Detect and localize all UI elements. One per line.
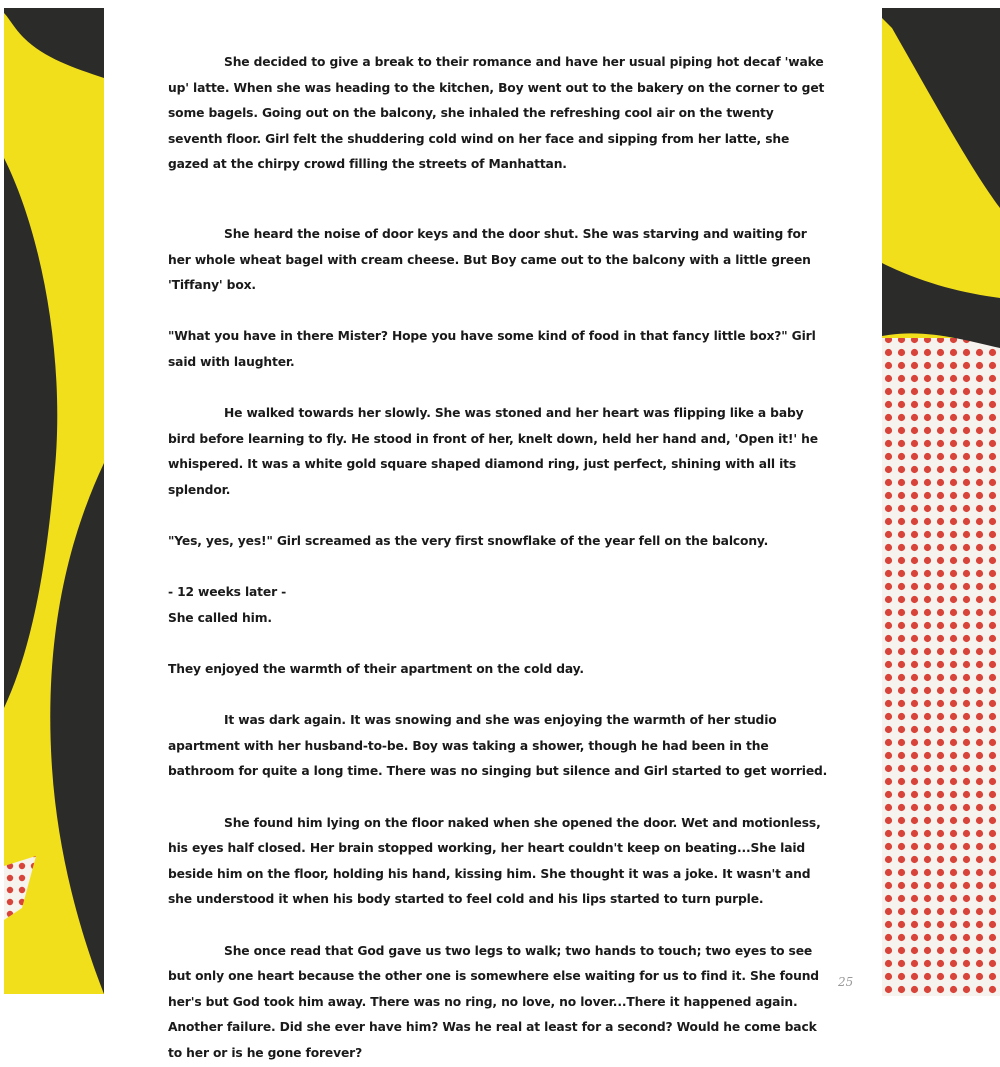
paragraph: She decided to give a break to their romance and have her usual piping hot decaf 'wake up' latte. When she was heading to the kitchen, Boy went out to the bakery on the corner to get some bagels. Going out on the balcony, she inhaled the refreshing cool air on the twenty seventh floor. Girl felt the shuddering cold wind on her face and sipping from her latte, she gazed at the chirpy crowd filling the streets of Manhattan.	[168, 55, 825, 172]
paragraph: "Yes, yes, yes!" Girl screamed as the very first snowflake of the year fell on the balcony.	[168, 534, 769, 549]
story-text	[168, 50, 828, 1067]
paragraph: She called him.	[168, 610, 272, 625]
right-artwork-panel	[882, 8, 1000, 996]
paragraph: It was dark again. It was snowing and she was enjoying the warmth of her studio apartment with her husband-to-be. Boy was taking a shower, though he had been in the bathroom for quite a long time. There was no singing but silence and Girl started to get worried.	[168, 713, 828, 779]
paragraph: She heard the noise of door keys and the door shut. She was starving and waiting for her whole wheat bagel with cream cheese. But Boy came out to the balcony with a little green 'Tiffany' box.	[168, 226, 811, 293]
paragraph: They enjoyed the warmth of their apartment on the cold day.	[168, 662, 584, 677]
left-pop-art-illustration	[4, 8, 104, 994]
paragraph: - 12 weeks later -	[168, 585, 287, 600]
page-number: 25	[838, 975, 854, 989]
paragraph: She found him lying on the floor naked when she opened the door. Wet and motionless, his eyes half closed. Her brain stopped working, her heart couldn't keep on beating...She laid beside him on the floor, holding his hand, kissing him. She thought it was a joke. It wasn't and she understood it when his body started to feel cold and his lips started to turn purple.	[168, 815, 821, 907]
right-pop-art-illustration	[882, 8, 1000, 996]
left-artwork-panel	[4, 8, 104, 994]
paragraph: She once read that God gave us two legs to walk; two hands to touch; two eyes to see but only one heart because the other one is somewhere else waiting for us to find it. She found her's but God took him away. There was no ring, no love, no lover...There it happened again. Another failure. Did she ever have him? Was he real at least for a second? Would he come back to her or is he gone forever?	[168, 943, 819, 1060]
paragraph: He walked towards her slowly. She was stoned and her heart was flipping like a baby bird before learning to fly. He stood in front of her, knelt down, held her hand and, 'Open it!' he whispered. It was a white gold square shaped diamond ring, just perfect, shining with all its splendor.	[168, 406, 818, 497]
paragraph: "What you have in there Mister? Hope you have some kind of food in that fancy little box?" Girl said with laughter.	[168, 329, 816, 369]
